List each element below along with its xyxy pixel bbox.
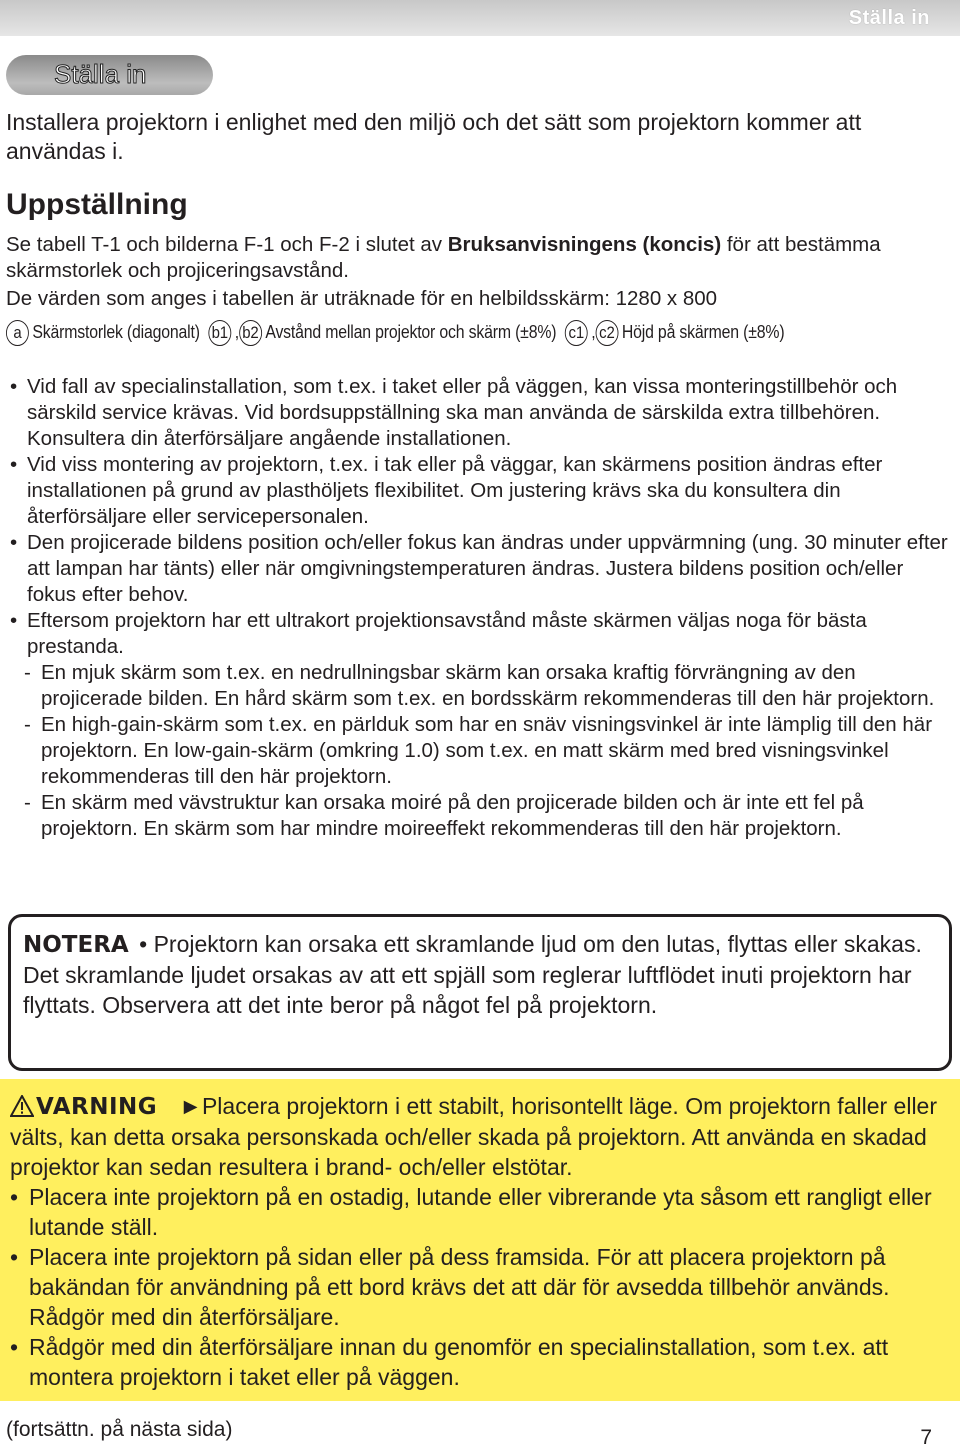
setup-p1-bold: Bruksanvisningens (koncis) — [447, 233, 722, 256]
page-number: 7 — [920, 1426, 932, 1449]
bullet-marker: • — [10, 453, 18, 476]
dash-marker: - — [24, 791, 31, 814]
bullet-marker: • — [139, 931, 148, 957]
bullet-marker: • — [10, 1184, 19, 1210]
continued-note: (fortsättn. på nästa sida) — [6, 1418, 233, 1441]
list-item — [10, 374, 950, 452]
list-item-text: Vid viss montering av projektorn, t.ex. i tak eller på väggar, kan skärmens position ändras efter installationen på grund av plasthöljets flexibilitet. Om justering krävs ska du konsultera din återförsäljare eller servicepersonalen. — [27, 453, 883, 528]
legend-separator: , — [591, 322, 596, 342]
list-item-text: Vid fall av specialinstallation, som t.ex. i taket eller på väggen, kan vissa monteringstillbehör och särskild service krävas. Vid bordsuppställning ska man använda de särskilda extra tillbehören. Konsultera din återförsäljare angående installationen. — [27, 375, 898, 450]
dash-marker: - — [24, 661, 31, 684]
warning-triangle-icon — [10, 1095, 34, 1117]
warning-item-text: Placera inte projektorn på sidan eller på dess framsida. För att placera projektorn på bakändan för användning på ett bord krävs det att där för avsedda tillbehör används. Rådgör med din återförsäljare. — [29, 1244, 890, 1330]
legend-text-a: Skärmstorlek (diagonalt) — [32, 322, 200, 342]
page-header-bar — [0, 0, 960, 36]
legend-separator: , — [234, 322, 239, 342]
legend-text-c: Höjd på skärmen (±8%) — [621, 322, 785, 342]
legend-marker-c2: c2 — [595, 320, 618, 346]
sub-list-item-text: En high-gain-skärm som t.ex. en pärlduk som har en snäv visningsvinkel är inte lämplig till den här projektorn. En low-gain-skärm (omkring 1.0) som t.ex. en matt skärm med bred visningsvinkel rekommenderas till den här projektorn. — [41, 713, 933, 788]
note-text: Projektorn kan orsaka ett skramlande ljud om den lutas, flyttas eller skakas. Det skramlande ljudet orsakas av att ett spjäll som reglerar luftflödet inuti projektorn har flyttats. Observera att det inte beror på något fel på projektorn. — [23, 931, 922, 1018]
bullet-marker: • — [10, 609, 18, 632]
warning-item-text: Placera inte projektorn på en ostadig, lutande eller vibrerande yta såsom ett rangligt eller lutande ställ. — [29, 1184, 932, 1240]
warning-item-text: Rådgör med din återförsäljare innan du genomför en specialinstallation, som t.ex. att montera projektorn i taket eller på väggen. — [29, 1334, 889, 1390]
warning-list-item — [10, 1332, 945, 1392]
section-title: Ställa in — [54, 59, 147, 89]
list-item-text: Den projicerade bildens position och/eller fokus kan ändras under uppvärmning (ung. 30 minuter efter att lampan har tänts) eller när omgivningstemperaturen ändras. Justera bildens position och/eller fokus efter behov. — [27, 531, 948, 606]
note-label: NOTERA — [23, 932, 129, 958]
bullet-marker: • — [10, 375, 18, 398]
bullet-marker: • — [10, 1334, 19, 1360]
setup-p1-post: för att bestämma skärmstorlek och projiceringsavstånd. — [6, 233, 881, 282]
legend-text-b: Avstånd mellan projektor och skärm (±8%) — [265, 322, 557, 342]
note-content — [23, 929, 943, 1020]
warning-lead — [10, 1091, 945, 1182]
setup-paragraph-1 — [6, 232, 946, 284]
bullet-marker: • — [10, 531, 18, 554]
warning-lead-text: Placera projektorn i ett stabilt, horisontellt läge. Om projektorn faller eller välts, kan detta orsaka personskada och/eller skada på projektorn. Att använda en skadad projektor kan sedan resultera i brand- och/eller elstötar. — [10, 1093, 938, 1180]
warning-content — [10, 1091, 945, 1392]
arrow-icon: ► — [179, 1093, 202, 1119]
legend-marker-c1: c1 — [565, 320, 588, 346]
legend-marker-b1: b1 — [208, 320, 231, 346]
list-item — [10, 608, 950, 660]
dimension-legend — [6, 320, 844, 346]
warning-list-item — [10, 1242, 945, 1332]
sub-list-item — [10, 712, 950, 790]
page-header-title: Ställa in — [848, 7, 930, 29]
setup-p1-pre: Se tabell T-1 och bilderna F-1 och F-2 i slutet av — [6, 233, 448, 256]
sub-list-item — [10, 790, 950, 842]
legend-marker-b2: b2 — [239, 320, 262, 346]
list-item — [10, 530, 950, 608]
warning-label: VARNING — [36, 1094, 158, 1120]
setup-paragraph-2: De värden som anges i tabellen är uträknade för en helbildsskärm: 1280 x 800 — [6, 287, 718, 310]
legend-marker-a: a — [6, 320, 29, 346]
intro-paragraph: Installera projektorn i enlighet med den miljö och det sätt som projektorn kommer att användas i. — [6, 109, 862, 164]
dash-marker: - — [24, 713, 31, 736]
list-item — [10, 452, 950, 530]
setup-bullet-list — [10, 374, 950, 842]
bullet-marker: • — [10, 1244, 19, 1270]
sub-list-item-text: En skärm med vävstruktur kan orsaka moiré på den projicerade bilden och är inte ett fel på projektorn. En skärm som har mindre moireeffekt rekommenderas till den här projektorn. — [41, 791, 864, 840]
warning-box — [0, 1079, 960, 1401]
setup-heading: Uppställning — [6, 188, 188, 221]
sub-list-item — [10, 660, 950, 712]
section-title-badge — [6, 55, 213, 95]
note-box — [8, 914, 952, 1071]
sub-list-item-text: En mjuk skärm som t.ex. en nedrullningsbar skärm kan orsaka kraftig förvrängning av den projicerade bilden. En hård skärm som t.ex. en bordsskärm rekommenderas till den här projektorn. — [41, 661, 935, 710]
list-item-text: Eftersom projektorn har ett ultrakort projektionsavstånd måste skärmen väljas noga för bästa prestanda. — [27, 609, 867, 658]
warning-list-item — [10, 1182, 945, 1242]
